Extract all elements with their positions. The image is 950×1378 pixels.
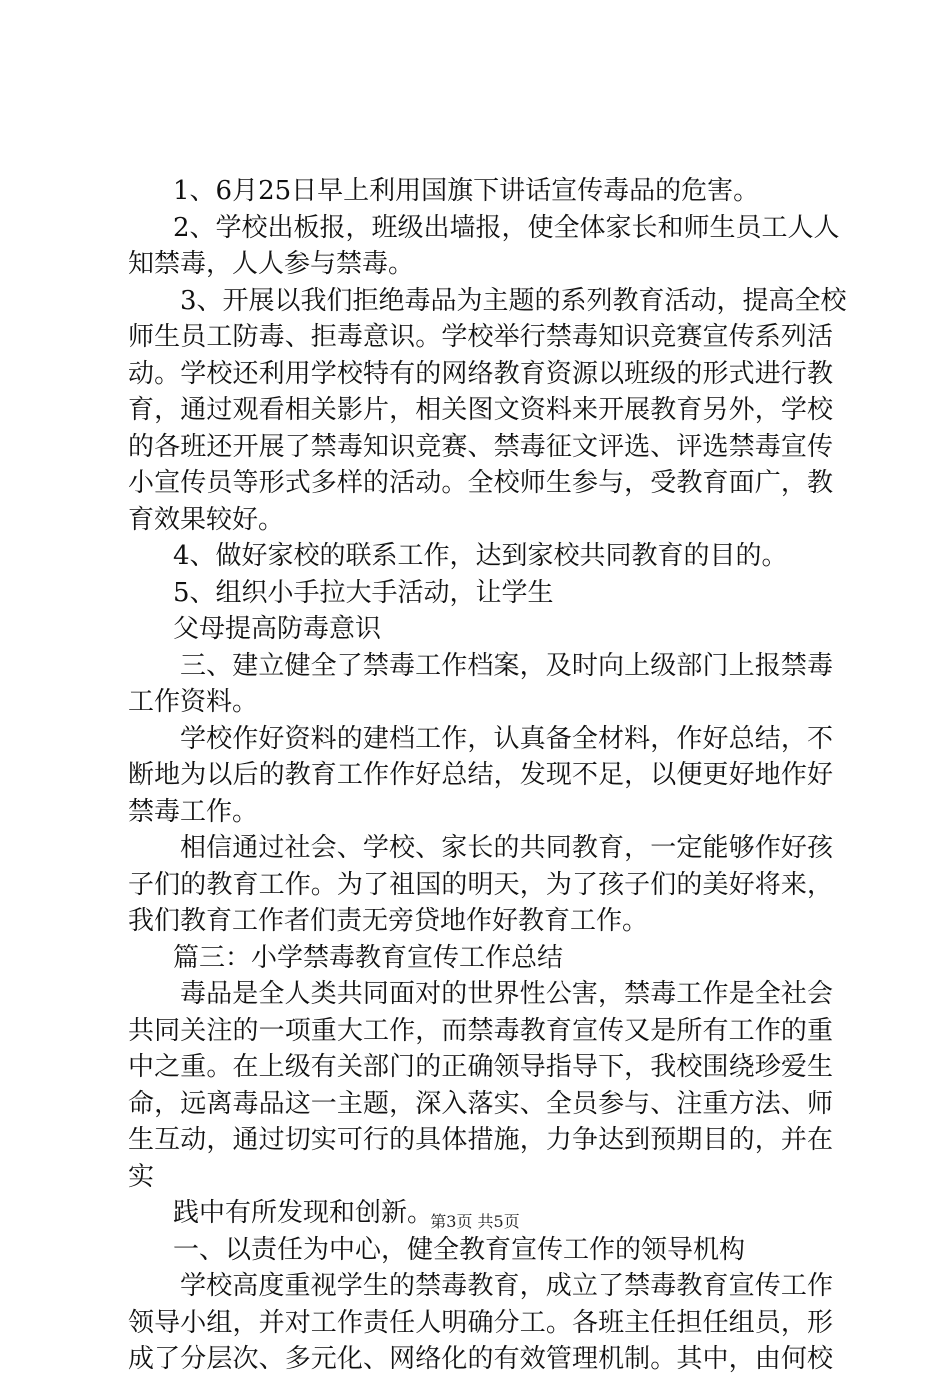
text-line: 工作资料。 (128, 687, 259, 717)
text-line: 师生员工防毒、拒毒意识。学校举行禁毒知识竞赛宣传系列活 (128, 322, 833, 352)
text-line: 4、做好家校的联系工作，达到家校共同教育的目的。 (173, 541, 788, 571)
text-line: 动。学校还利用学校特有的网络教育资源以班级的形式进行教 (128, 358, 833, 389)
text-line: 5、组织小手拉大手活动，让学生 (173, 577, 554, 608)
text-line: 学校作好资料的建档工作，认真备全材料，作好总结，不 (180, 723, 833, 754)
text-line: 3、开展以我们拒绝毒品为主题的系列教育活动，提高全校 (180, 285, 847, 316)
document-body (128, 173, 847, 1378)
text-line: 学校高度重视学生的禁毒教育，成立了禁毒教育宣传工作 (180, 1271, 833, 1301)
text-line: 1、6月25日早上利用国旗下讲话宣传毒品的危害。 (173, 176, 760, 206)
text-line: 子们的教育工作。为了祖国的明天，为了孩子们的美好将来， (128, 869, 833, 900)
text-line: 禁毒工作。 (128, 796, 259, 827)
text-line: 一、以责任为中心，健全教育宣传工作的领导机构 (173, 1234, 746, 1265)
text-line: 共同关注的一项重大工作，而禁毒教育宣传又是所有工作的重 (128, 1015, 833, 1046)
page-footer: 第3页 共5页 (430, 1212, 520, 1231)
text-line: 育效果较好。 (128, 504, 285, 535)
text-line: 父母提高防毒意识 (173, 614, 382, 644)
text-line: 生互动，通过切实可行的具体措施，力争达到预期目的，并在 (128, 1125, 833, 1155)
text-line: 育，通过观看相关影片，相关图文资料来开展教育另外，学校 (128, 395, 833, 425)
text-line: 领导小组，并对工作责任人明确分工。各班主任担任组员，形 (128, 1307, 833, 1338)
text-line: 小宣传员等形式多样的活动。全校师生参与，受教育面广，教 (128, 468, 833, 498)
text-line: 篇三：小学禁毒教育宣传工作总结 (173, 942, 564, 973)
text-line: 命，远离毒品这一主题，深入落实、全员参与、注重方法、师 (128, 1088, 833, 1119)
text-line: 实 (128, 1161, 155, 1192)
text-line: 成了分层次、多元化、网络化的有效管理机制。其中，由何校 (128, 1344, 833, 1374)
text-line: 中之重。在上级有关部门的正确领导指导下，我校围绕珍爱生 (128, 1052, 833, 1082)
text-line: 三、建立健全了禁毒工作档案，及时向上级部门上报禁毒 (180, 650, 833, 681)
text-line: 践中有所发现和创新。 (173, 1198, 434, 1228)
text-line: 知禁毒，人人参与禁毒。 (128, 249, 415, 279)
text-line: 断地为以后的教育工作作好总结，发现不足，以便更好地作好 (128, 760, 833, 790)
text-line: 相信通过社会、学校、家长的共同教育，一定能够作好孩 (180, 833, 833, 863)
text-line: 2、学校出板报，班级出墙报，使全体家长和师生员工人人 (173, 212, 840, 243)
text-line: 我们教育工作者们责无旁贷地作好教育工作。 (128, 906, 649, 936)
text-line: 的各班还开展了禁毒知识竞赛、禁毒征文评选、评选禁毒宣传 (128, 431, 833, 462)
text-line: 毒品是全人类共同面对的世界性公害，禁毒工作是全社会 (180, 979, 833, 1009)
